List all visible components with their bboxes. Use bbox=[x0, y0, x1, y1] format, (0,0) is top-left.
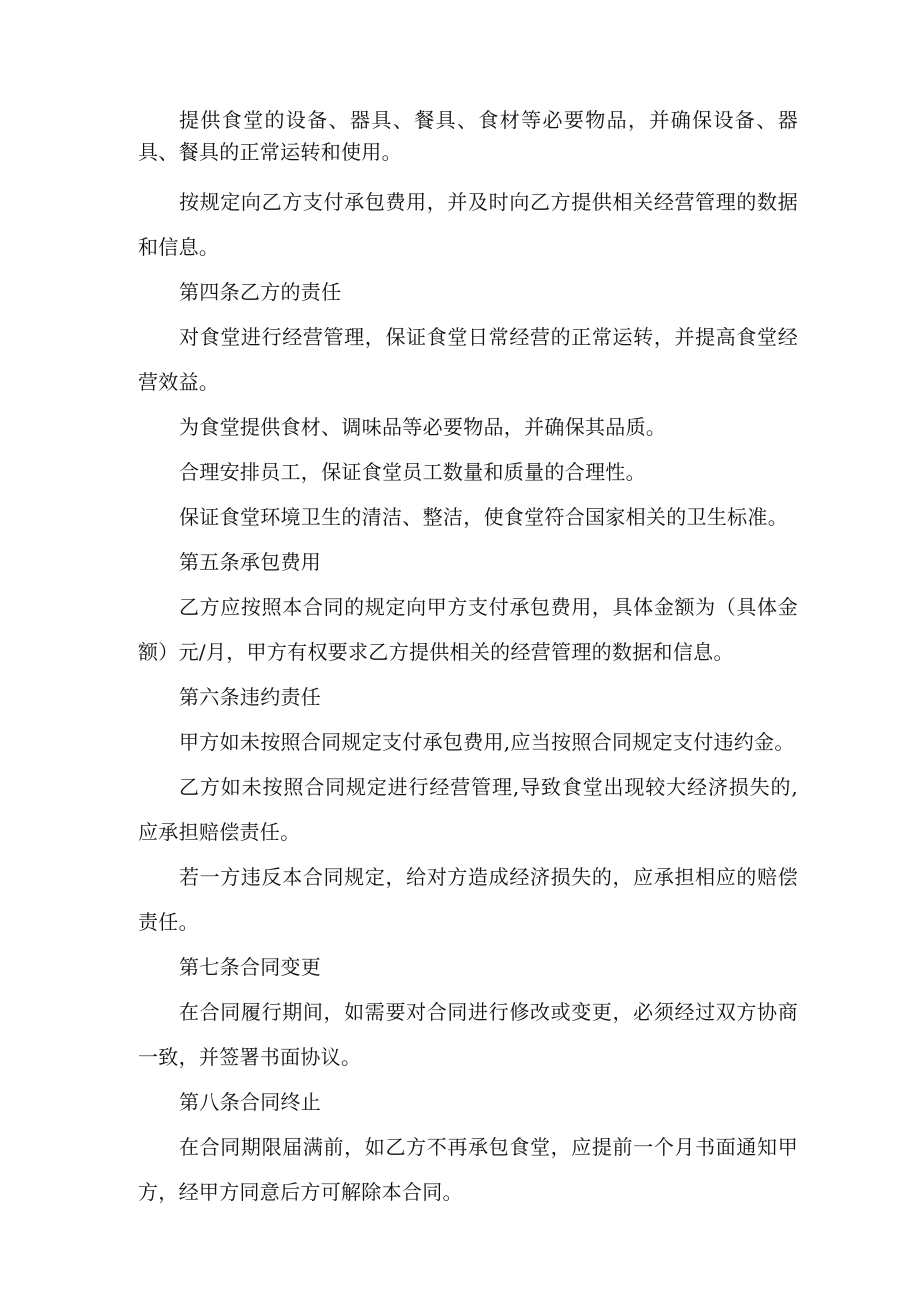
paragraph-contract-termination: 在合同期限届满前，如乙方不再承包食堂，应提前一个月书面通知甲方，经甲方同意后方可解除本合同。 bbox=[138, 1135, 798, 1204]
section-heading-article-7: 第七条合同变更 bbox=[179, 955, 322, 979]
section-heading-article-4: 第四条乙方的责任 bbox=[179, 280, 342, 304]
paragraph-general-breach: 若一方违反本合同规定，给对方造成经济损失的，应承担相应的赔偿责任。 bbox=[138, 865, 798, 934]
paragraph-payment-obligation: 按规定向乙方支付承包费用，并及时向乙方提供相关经营管理的数据和信息。 bbox=[138, 190, 798, 259]
paragraph-contract-change: 在合同履行期间，如需要对合同进行修改或变更，必须经过双方协商一致，并签署书面协议。 bbox=[138, 1000, 798, 1069]
paragraph-equipment-supply: 提供食堂的设备、器具、餐具、食材等必要物品，并确保设备、器具、餐具的正常运转和使用。 bbox=[138, 108, 798, 164]
paragraph-party-a-breach: 甲方如未按照合同规定支付承包费用,应当按照合同规定支付违约金。 bbox=[179, 730, 795, 754]
paragraph-operation-management: 对食堂进行经营管理，保证食堂日常经营的正常运转，并提高食堂经营效益。 bbox=[138, 325, 798, 394]
paragraph-staff-arrangement: 合理安排员工，保证食堂员工数量和质量的合理性。 bbox=[179, 460, 646, 484]
document-body bbox=[138, 104, 798, 1215]
paragraph-ingredient-supply: 为食堂提供食材、调味品等必要物品，并确保其品质。 bbox=[179, 415, 667, 439]
paragraph-party-b-breach: 乙方如未按照合同规定进行经营管理,导致食堂出现较大经济损失的,应承担赔偿责任。 bbox=[138, 775, 798, 844]
section-heading-article-6: 第六条违约责任 bbox=[179, 685, 322, 709]
section-heading-article-5: 第五条承包费用 bbox=[179, 550, 322, 574]
paragraph-contract-fee: 乙方应按照本合同的规定向甲方支付承包费用，具体金额为（具体金额）元/月，甲方有权要求乙方提供相关的经营管理的数据和信息。 bbox=[138, 595, 798, 664]
paragraph-hygiene: 保证食堂环境卫生的清洁、整洁，使食堂符合国家相关的卫生标准。 bbox=[179, 505, 788, 529]
section-heading-article-8: 第八条合同终止 bbox=[179, 1090, 322, 1114]
